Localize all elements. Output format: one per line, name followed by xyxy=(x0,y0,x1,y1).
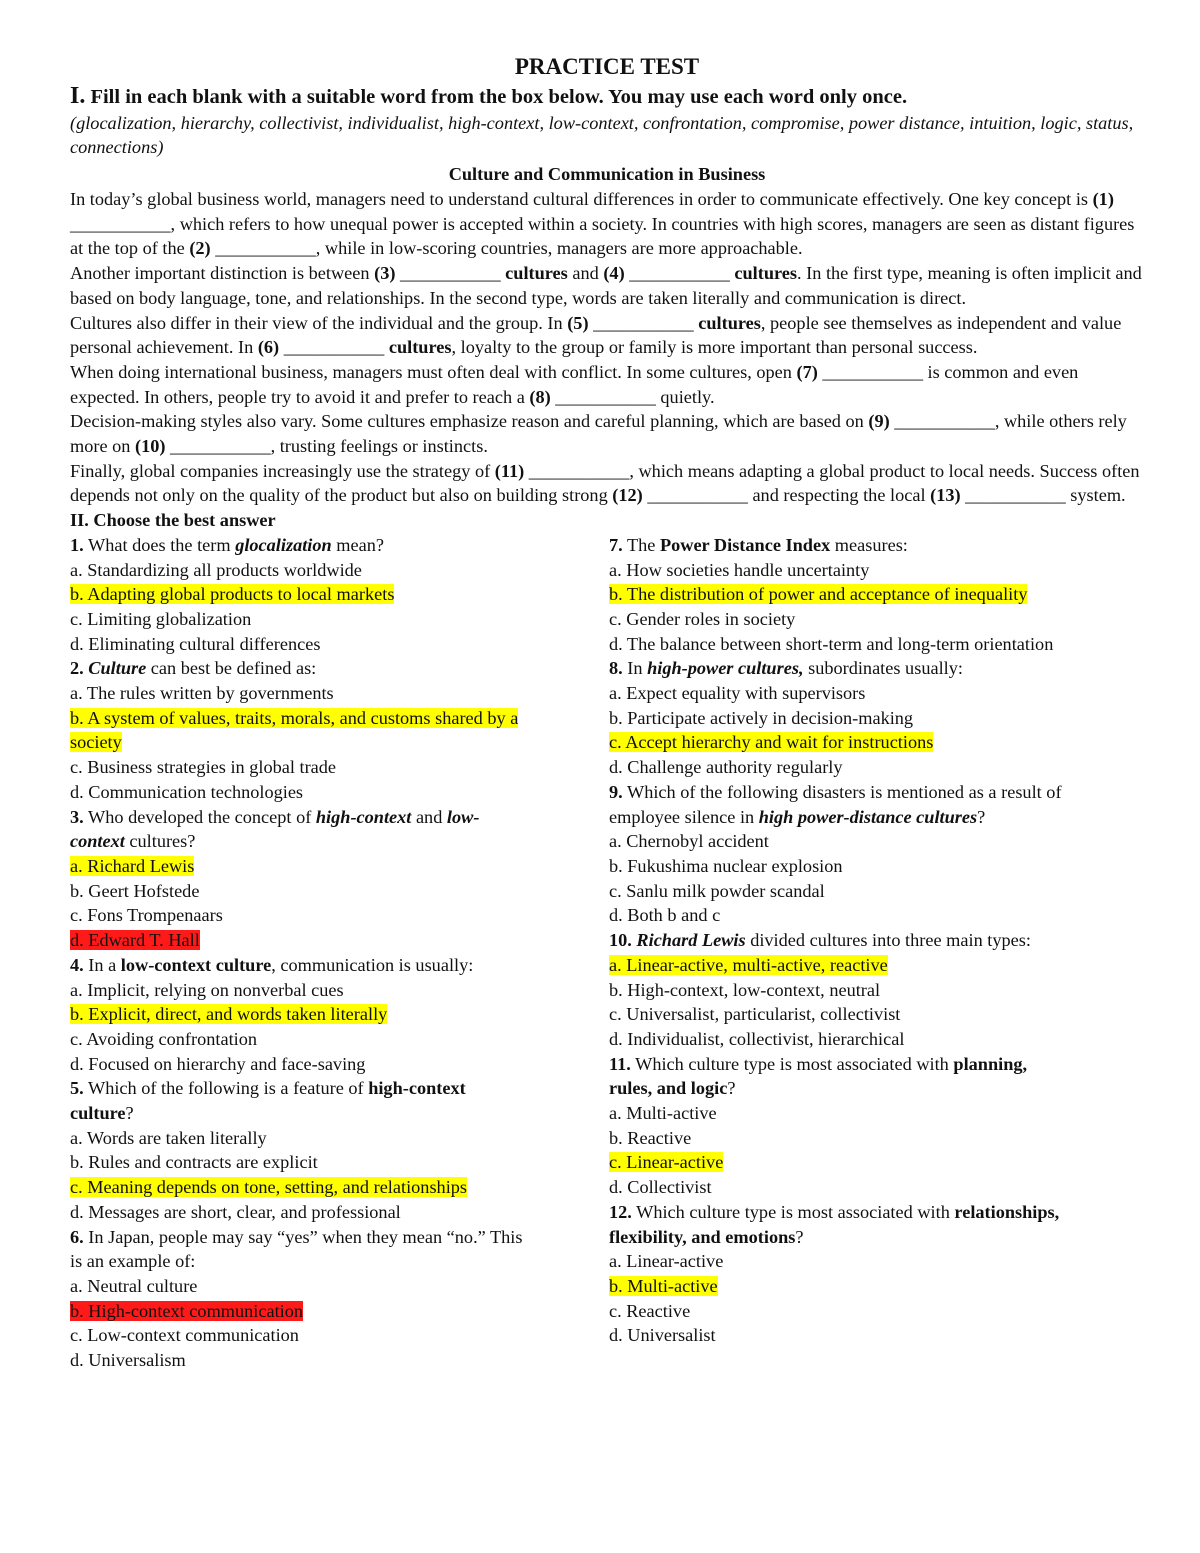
option: b. Participate actively in decision-making xyxy=(608,707,914,728)
blank-number: (8) xyxy=(529,386,551,407)
passage-text: Cultures also differ in their view of the individual and the group. In xyxy=(70,312,568,333)
question-text: ? xyxy=(125,1103,134,1124)
blank-number: (11) xyxy=(494,460,525,481)
question-term: relationships, xyxy=(954,1201,1060,1222)
question-number: 3. xyxy=(70,806,84,827)
question-1 xyxy=(70,533,609,558)
question-6-cont: is an example of: xyxy=(70,1251,196,1272)
question-text: measures: xyxy=(830,534,908,555)
option: c. Gender roles in society xyxy=(608,608,796,629)
option-highlighted: c. Accept hierarchy and wait for instructions xyxy=(608,732,934,753)
question-4 xyxy=(70,953,609,978)
option: d. Collectivist xyxy=(608,1177,712,1198)
option: a. How societies handle uncertainty xyxy=(608,559,870,580)
passage-paragraph-2 xyxy=(70,261,1144,310)
option: d. Messages are short, clear, and professional xyxy=(70,1201,401,1222)
question-text: employee silence in xyxy=(608,806,759,827)
passage-text: In today’s global business world, managers need to understand cultural differences in order to communicate effectively. One key concept is xyxy=(70,189,1093,209)
question-text: and xyxy=(411,806,447,827)
passage-text: , while in low-scoring countries, managers are more approachable. xyxy=(315,238,803,259)
option-highlighted-red: d. Edward T. Hall xyxy=(70,930,200,951)
option: d. Universalism xyxy=(70,1350,186,1371)
option: a. Neutral culture xyxy=(70,1275,198,1296)
question-term: high-context xyxy=(315,806,412,827)
option: b. High-context, low-context, neutral xyxy=(608,979,881,1000)
question-number: 9. xyxy=(608,781,623,802)
blank-number: (12) xyxy=(612,485,643,506)
question-number: 7. xyxy=(608,534,623,555)
question-text: ? xyxy=(977,806,986,827)
blank-13: ___________ xyxy=(965,485,1066,506)
passage-text: Another important distinction is between xyxy=(70,263,375,284)
blank-number: (1) xyxy=(1092,189,1114,209)
question-term: context xyxy=(70,831,125,852)
option: c. Limiting globalization xyxy=(70,608,252,629)
passage-title: Culture and Communication in Business xyxy=(448,164,766,184)
question-text: In Japan, people may say “yes” when they mean “no.” This xyxy=(83,1226,523,1247)
option-highlighted: a. Linear-active, multi-active, reactive xyxy=(608,954,888,975)
question-12-cont xyxy=(609,1225,1144,1250)
question-2 xyxy=(70,656,609,681)
option: d. Challenge authority regularly xyxy=(608,757,843,778)
option: c. Universalist, particularist, collectivist xyxy=(608,1004,901,1025)
passage-text: Decision-making styles also vary. Some cultures emphasize reason and careful planning, which are based on xyxy=(70,411,869,432)
option-highlighted-red: b. High-context communication xyxy=(70,1300,304,1321)
page-title: PRACTICE TEST xyxy=(514,54,700,79)
passage-text: is common and even expected. In others, people try to avoid it and prefer to reach a xyxy=(70,361,1079,407)
blank-2: ___________ xyxy=(215,238,316,259)
question-text: In a xyxy=(83,954,121,975)
option-highlighted: b. The distribution of power and acceptance of inequality xyxy=(608,584,1028,605)
question-text: Who developed the concept of xyxy=(83,806,316,827)
passage-text: , which means adapting a global product to local needs. Success often depends not only on the quality of the product but also on building strong xyxy=(70,460,1140,506)
blank-number: (5) xyxy=(567,312,589,333)
blank-9: ___________ xyxy=(894,411,995,432)
blank-4: ___________ xyxy=(629,263,730,284)
passage-paragraph-6 xyxy=(70,459,1144,508)
question-term: low-context culture xyxy=(120,954,272,975)
blank-3: ___________ xyxy=(400,263,501,284)
blank-number: (3) xyxy=(374,263,396,284)
passage-paragraph-1 xyxy=(70,187,1144,261)
part1-instruction-text: Fill in each blank with a suitable word from the box below. You may use each word only once. xyxy=(90,86,908,108)
question-term: Culture xyxy=(88,658,147,679)
question-text: What does the term xyxy=(83,534,236,555)
question-term: high-context xyxy=(368,1078,466,1099)
keyword: cultures xyxy=(734,263,798,284)
blank-10: ___________ xyxy=(170,436,271,457)
option: a. Words are taken literally xyxy=(70,1127,267,1148)
option: d. Both b and c xyxy=(608,905,721,926)
passage-text: . In the first type, meaning is often implicit and based on body language, tone, and relationships. In the second type, words are taken literally and communication is direct. xyxy=(70,263,1142,308)
option: c. Fons Trompenaars xyxy=(70,905,223,926)
blank-7: ___________ xyxy=(822,361,923,382)
keyword: cultures xyxy=(505,263,568,284)
question-text: , communication is usually: xyxy=(271,954,474,975)
question-number: 10. xyxy=(608,930,632,951)
option: d. Focused on hierarchy and face-saving xyxy=(70,1053,366,1074)
option: d. Eliminating cultural differences xyxy=(70,633,321,654)
blank-11: ___________ xyxy=(528,460,630,481)
question-12 xyxy=(609,1200,1144,1225)
question-11-cont xyxy=(609,1076,1144,1101)
question-term: high-power cultures, xyxy=(647,658,804,679)
option: c. Business strategies in global trade xyxy=(70,757,337,778)
passage-paragraph-5 xyxy=(70,409,1144,458)
option-highlighted: b. A system of values, traits, morals, and customs shared by a xyxy=(70,707,519,728)
question-text: can best be defined as: xyxy=(146,658,317,679)
question-text: mean? xyxy=(331,534,384,555)
passage-text: When doing international business, managers must often deal with conflict. In some cultures, open xyxy=(70,361,797,382)
keyword: cultures xyxy=(698,312,761,333)
part1-instruction xyxy=(70,82,1144,111)
question-term: high power-distance cultures xyxy=(758,806,978,827)
option: d. Communication technologies xyxy=(70,781,304,802)
option: d. The balance between short-term and long-term orientation xyxy=(608,633,1054,654)
question-text: cultures? xyxy=(124,831,196,852)
question-term: Richard Lewis xyxy=(636,930,746,951)
option: b. Geert Hofstede xyxy=(70,880,200,901)
passage-paragraph-4 xyxy=(70,360,1144,409)
question-3 xyxy=(70,805,609,830)
blank-number: (10) xyxy=(134,436,166,457)
word-box: (glocalization, hierarchy, collectivist, individualist, high-context, low-context, confrontation, compromise, power distance, intuition, logic, status, connections) xyxy=(70,113,1134,157)
question-number: 1. xyxy=(70,534,84,555)
passage-text: quietly. xyxy=(655,386,715,407)
option: a. Expect equality with supervisors xyxy=(608,683,866,704)
option: c. Low-context communication xyxy=(70,1325,299,1346)
passage-text: , people see themselves as independent and value personal achievement. In xyxy=(70,312,1122,358)
question-text: ? xyxy=(795,1226,804,1247)
question-term: low- xyxy=(446,806,480,827)
question-text: The xyxy=(622,534,660,555)
question-number: 5. xyxy=(70,1078,84,1099)
part2-columns xyxy=(70,533,1144,1373)
blank-5: ___________ xyxy=(593,312,694,333)
question-10 xyxy=(609,928,1144,953)
question-term: glocalization xyxy=(235,534,332,555)
question-11 xyxy=(609,1052,1144,1077)
passage-text: Finally, global companies increasingly use the strategy of xyxy=(70,460,495,481)
question-text: subordinates usually: xyxy=(803,658,963,679)
option: a. The rules written by governments xyxy=(70,683,334,704)
question-number: 4. xyxy=(70,954,84,975)
blank-number: (13) xyxy=(930,485,961,506)
question-text: divided cultures into three main types: xyxy=(745,930,1031,951)
question-number: 12. xyxy=(608,1201,632,1222)
passage-text: , trusting feelings or instincts. xyxy=(270,436,488,457)
question-7 xyxy=(609,533,1144,558)
question-9-cont xyxy=(609,805,1144,830)
question-8 xyxy=(609,656,1144,681)
question-text: ? xyxy=(727,1078,736,1099)
question-number: 6. xyxy=(70,1226,84,1247)
option: a. Implicit, relying on nonverbal cues xyxy=(70,979,344,1000)
option: d. Individualist, collectivist, hierarchical xyxy=(608,1028,905,1049)
passage-text: and xyxy=(567,263,604,284)
option-highlighted: b. Explicit, direct, and words taken literally xyxy=(70,1004,388,1025)
keyword: cultures xyxy=(388,337,452,358)
blank-12: ___________ xyxy=(647,485,748,506)
option: c. Sanlu milk powder scandal xyxy=(608,880,825,901)
option-highlighted: society xyxy=(70,732,122,753)
option-highlighted: b. Adapting global products to local markets xyxy=(70,584,395,605)
passage-paragraph-3 xyxy=(70,311,1144,360)
question-text: Which culture type is most associated with xyxy=(631,1201,955,1222)
passage-text: , loyalty to the group or family is more important than personal success. xyxy=(451,337,978,358)
option: a. Multi-active xyxy=(608,1103,717,1124)
option-highlighted: c. Linear-active xyxy=(608,1152,724,1173)
blank-number: (2) xyxy=(189,238,211,259)
left-column xyxy=(70,533,609,1373)
question-number: 2. xyxy=(70,658,84,679)
blank-number: (6) xyxy=(257,337,280,358)
question-term: flexibility, and emotions xyxy=(608,1226,796,1247)
option: a. Chernobyl accident xyxy=(608,831,769,852)
question-5 xyxy=(70,1076,609,1101)
passage-text: and respecting the local xyxy=(747,485,931,506)
question-number: 11. xyxy=(608,1053,631,1074)
blank-1: ___________ xyxy=(70,213,171,234)
option: a. Linear-active xyxy=(608,1251,724,1272)
passage-text: , which refers to how unequal power is accepted within a society. In countries with high scores, managers are seen as distant figures at the top of the xyxy=(70,213,1135,259)
question-text: Which culture type is most associated with xyxy=(630,1053,954,1074)
option: c. Avoiding confrontation xyxy=(70,1028,258,1049)
option: b. Reactive xyxy=(608,1127,692,1148)
passage-text: , while others rely more on xyxy=(70,411,1127,457)
option: b. Fukushima nuclear explosion xyxy=(608,855,843,876)
blank-6: ___________ xyxy=(283,337,385,358)
question-term: rules, and logic xyxy=(608,1078,728,1099)
passage-text: system. xyxy=(1065,485,1126,506)
option: a. Standardizing all products worldwide xyxy=(70,559,362,580)
question-text: In xyxy=(622,658,648,679)
part1-numeral: I. xyxy=(70,83,86,109)
blank-number: (4) xyxy=(603,263,625,284)
option-highlighted: a. Richard Lewis xyxy=(70,855,195,876)
question-text: Which of the following is a feature of xyxy=(83,1078,369,1099)
option-highlighted: b. Multi-active xyxy=(608,1275,718,1296)
question-3-cont xyxy=(70,829,609,854)
blank-number: (7) xyxy=(796,361,818,382)
option: b. Rules and contracts are explicit xyxy=(70,1152,318,1173)
question-number: 8. xyxy=(608,658,623,679)
question-9 xyxy=(609,780,1144,805)
blank-number: (9) xyxy=(868,411,890,432)
question-term: culture xyxy=(70,1103,126,1124)
part2-heading: II. Choose the best answer xyxy=(70,510,276,531)
option-highlighted: c. Meaning depends on tone, setting, and relationships xyxy=(70,1177,468,1198)
question-6 xyxy=(70,1225,609,1250)
question-term: planning, xyxy=(953,1053,1028,1074)
blank-8: ___________ xyxy=(555,386,656,407)
option: c. Reactive xyxy=(608,1300,691,1321)
option: d. Universalist xyxy=(608,1325,716,1346)
question-term: Power Distance Index xyxy=(659,534,831,555)
question-5-cont xyxy=(70,1101,609,1126)
right-column xyxy=(609,533,1144,1373)
question-text: Which of the following disasters is mentioned as a result of xyxy=(622,781,1062,802)
